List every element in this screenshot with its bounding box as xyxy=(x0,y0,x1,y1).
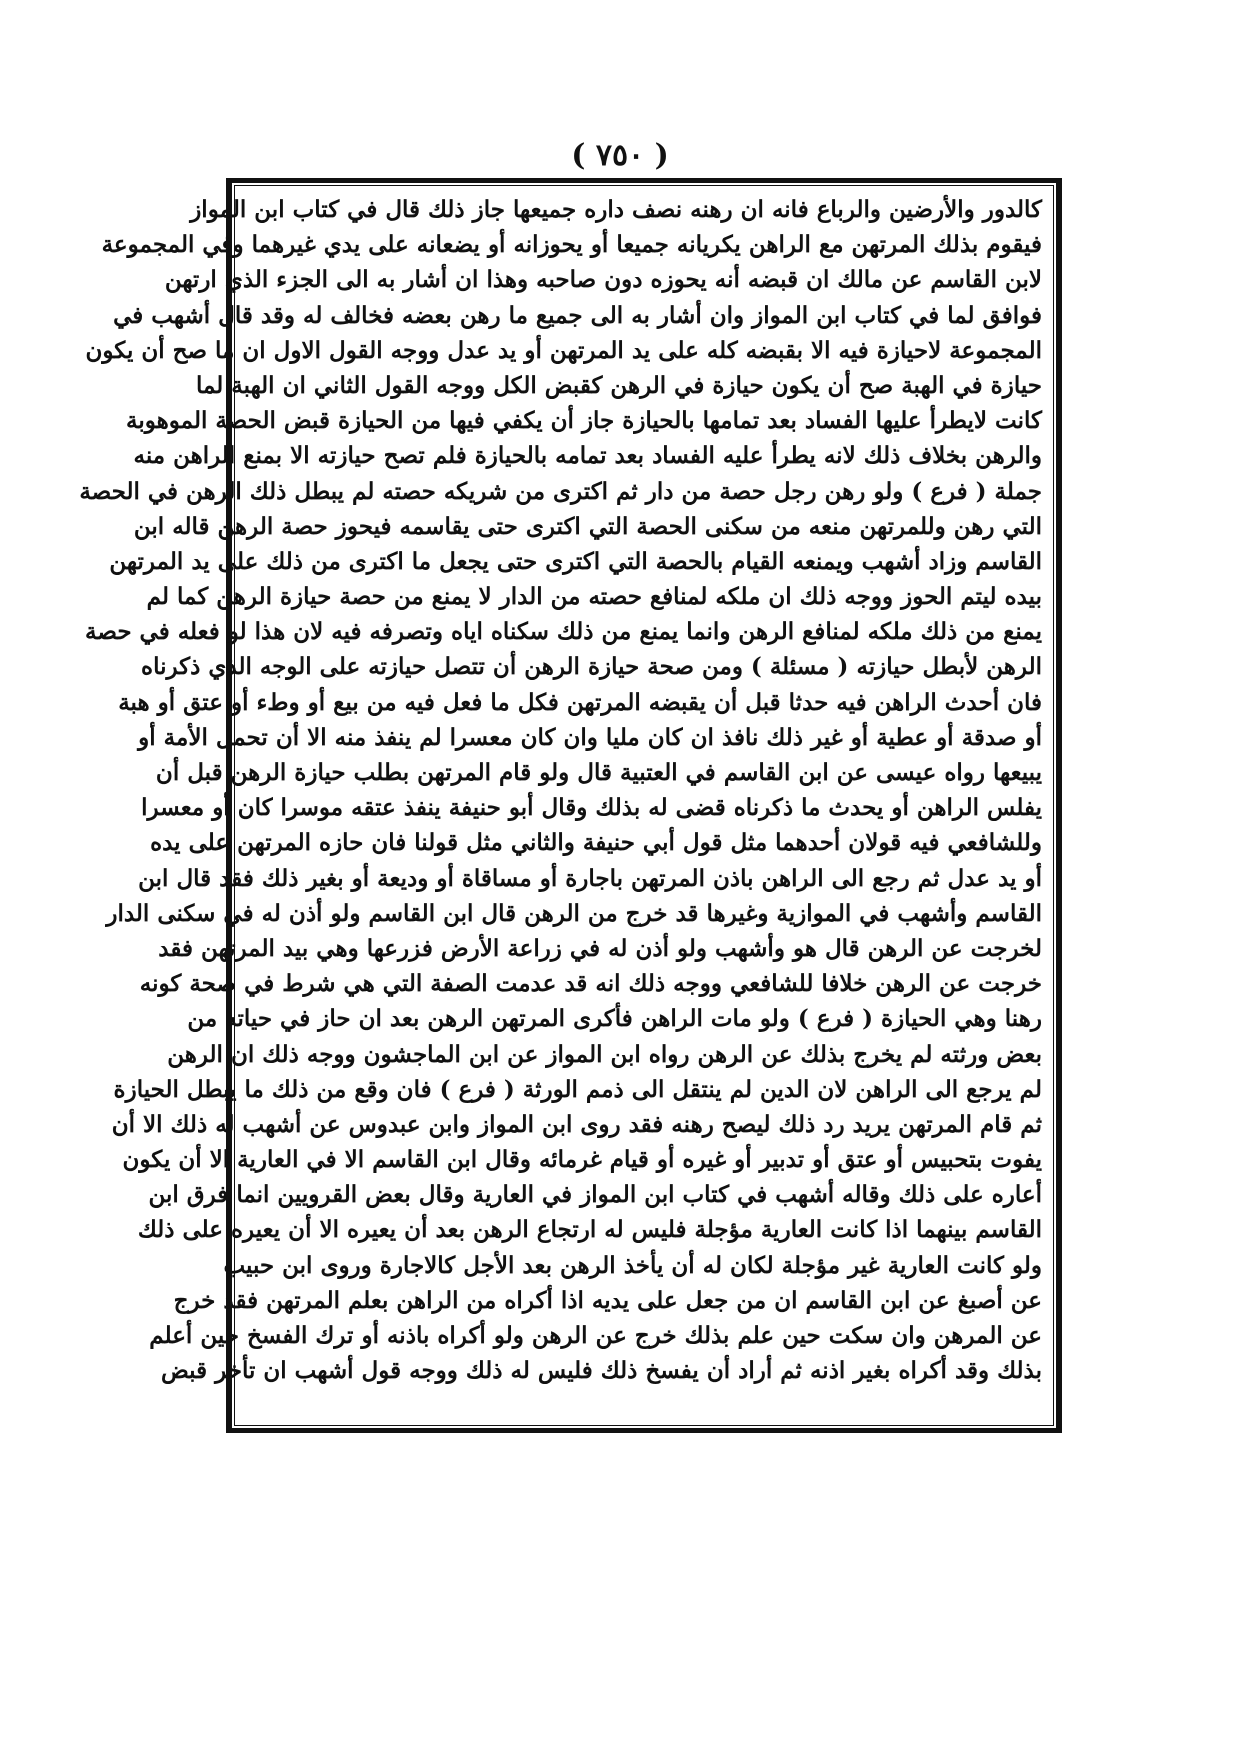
text-line-27: ثم قام المرتهن يريد رد ذلك ليصح رهنه فقد روى ابن المواز وابن عبدوس عن أشهب له ذلك الا أن xyxy=(111,1110,1042,1138)
text-line-19: وللشافعي فيه قولان أحدهما مثل قول أبي حنيفة والثاني مثل قولنا فان حازه المرتهن على يده xyxy=(150,829,1042,857)
text-line-15: فان أحدث الراهن فيه حدثا قبل أن يقبضه المرتهن فكل ما فعل فيه من بيع أو وطء أو عتق أو هبة xyxy=(118,688,1042,716)
page-number: ( ٧٥٠ ) xyxy=(571,138,669,173)
text-line-24: رهنا وهي الحيازة ( فرع ) ولو مات الراهن فأكرى المرتهن الرهن بعد ان حاز في حياته من xyxy=(187,1005,1042,1033)
text-line-16: أو صدقة أو عطية أو غير ذلك نافذ ان كان مليا وان كان معسرا لم ينفذ منه الا أن تحمل الأمة أو xyxy=(138,723,1042,751)
text-line-30: القاسم بينهما اذا كانت العارية مؤجلة فليس له ارتجاع الرهن بعد أن يعيره الا أن يعيره على ذلك xyxy=(137,1216,1042,1244)
page-text xyxy=(79,192,1042,1424)
text-line-22: لخرجت عن الرهن قال هو وأشهب ولو أذن له في زراعة الأرض فزرعها وهي بيد المرتهن فقد xyxy=(158,934,1042,962)
text-line-26: لم يرجع الى الراهن لان الدين لم ينتقل الى ذمم الورثة ( فرع ) فان وقع من ذلك ما يبطل الحيازة xyxy=(113,1075,1042,1103)
text-line-7: كانت لايطرأ عليها الفساد بعد تمامها بالحيازة جاز أن يكفي فيها من الحيازة قبض الحصة الموهوبة xyxy=(126,407,1042,435)
text-line-3: لابن القاسم عن مالك ان قبضه أنه يحوزه دون صاحبه وهذا ان أشار به الى الجزء الذي ارتهن xyxy=(164,266,1042,294)
text-line-28: يفوت بتحبيس أو عتق أو تدبير أو غيره أو قيام غرمائه وقال ابن القاسم الا في العارية الا أن يكون xyxy=(122,1146,1042,1174)
text-line-12: بيده ليتم الحوز ووجه ذلك ان ملكه لمنافع حصته من الدار لا يمنع من حصة حيازة الرهن كما لم xyxy=(146,583,1042,611)
text-line-4: فوافق لما في كتاب ابن المواز وان أشار به الى جميع ما رهن بعضه فخالف له وقد قال أشهب في xyxy=(113,301,1042,329)
text-line-35 xyxy=(246,1388,1042,1423)
text-line-33: عن المرهن وان سكت حين علم بذلك خرج عن الرهن ولو أكراه باذنه أو ترك الفسخ حين أعلم xyxy=(149,1322,1042,1349)
text-line-11: القاسم وزاد أشهب ويمنعه القيام بالحصة التي اكترى حتى يجعل ما اكترى من ذلك على يد المرتهن xyxy=(109,547,1042,575)
text-line-20: أو يد عدل ثم رجع الى الراهن باذن المرتهن باجارة أو مساقاة أو وديعة أو بغير ذلك فقد قال ابن xyxy=(138,864,1042,892)
text-line-31: ولو كانت العارية غير مؤجلة لكان له أن يأخذ الرهن بعد الأجل كالاجارة وروى ابن حبيب xyxy=(223,1251,1042,1279)
text-line-21: القاسم وأشهب في الموازية وغيرها قد خرج من الرهن قال ابن القاسم ولو أذن له في سكنى الدار xyxy=(106,899,1042,927)
text-line-18: يفلس الراهن أو يحدث ما ذكرناه قضى له بذلك وقال أبو حنيفة ينفذ عتقه موسرا كان أو معسرا xyxy=(141,794,1042,822)
text-line-29: أعاره على ذلك وقاله أشهب في كتاب ابن المواز في العارية وقال بعض القرويين انما فرق ابن xyxy=(148,1181,1042,1209)
text-line-8: والرهن بخلاف ذلك لانه يطرأ عليه الفساد بعد تمامه بالحيازة فلم تصح حيازته الا بمنع الراهن منه xyxy=(133,442,1042,470)
text-line-23: خرجت عن الرهن خلافا للشافعي ووجه ذلك انه قد عدمت الصفة التي هي شرط في صحة كونه xyxy=(139,970,1042,998)
text-line-17: يبيعها رواه عيسى عن ابن القاسم في العتبية قال ولو قام المرتهن بطلب حيازة الرهن قبل أن xyxy=(155,759,1042,786)
text-line-2: فيقوم بذلك المرتهن مع الراهن يكريانه جميعا أو يحوزانه أو يضعانه على يدي غيرهما وفي المجموعة xyxy=(101,231,1042,259)
text-line-10: التي رهن وللمرتهن منعه من سكنى الحصة التي اكترى حتى يقاسمه فيحوز حصة الرهن قاله ابن xyxy=(133,512,1042,540)
text-line-6: حيازة في الهبة صح أن يكون حيازة في الرهن كقبض الكل ووجه القول الثاني ان الهبة لما xyxy=(195,371,1042,399)
text-line-1: كالدور والأرضين والرباع فانه ان رهنه نصف داره جميعها جاز ذلك قال في كتاب ابن المواز xyxy=(190,196,1042,223)
text-line-13: يمنع من ذلك ملكه لمنافع الرهن وانما يمنع من ذلك سكناه اياه وتصرفه فيه لان هذا لو فعله في حصة xyxy=(85,618,1042,646)
text-line-9: جملة ( فرع ) ولو رهن رجل حصة من دار ثم اكترى من شريكه حصته لم يبطل ذلك الرهن في الحصة xyxy=(79,477,1042,505)
text-line-32: عن أصبغ عن ابن القاسم ان من جعل على يديه اذا أكراه من الراهن بعلم المرتهن فقد خرج xyxy=(173,1286,1042,1314)
text-line-14: الرهن لأبطل حيازته ( مسئلة ) ومن صحة حيازة الرهن أن تتصل حيازته على الوجه الذي ذكرناه xyxy=(141,653,1042,681)
text-line-34: بذلك وقد أكراه بغير اذنه ثم أراد أن يفسخ ذلك فليس له ذلك ووجه قول أشهب ان تأخر قبض xyxy=(160,1357,1042,1385)
text-line-5: المجموعة لاحيازة فيه الا بقبضه كله على يد المرتهن أو يد عدل ووجه القول الاول ان ما صح أن يكون xyxy=(85,336,1042,364)
text-line-25: بعض ورثته لم يخرج بذلك عن الرهن رواه ابن المواز عن ابن الماجشون ووجه ذلك ان الرهن xyxy=(167,1040,1042,1068)
